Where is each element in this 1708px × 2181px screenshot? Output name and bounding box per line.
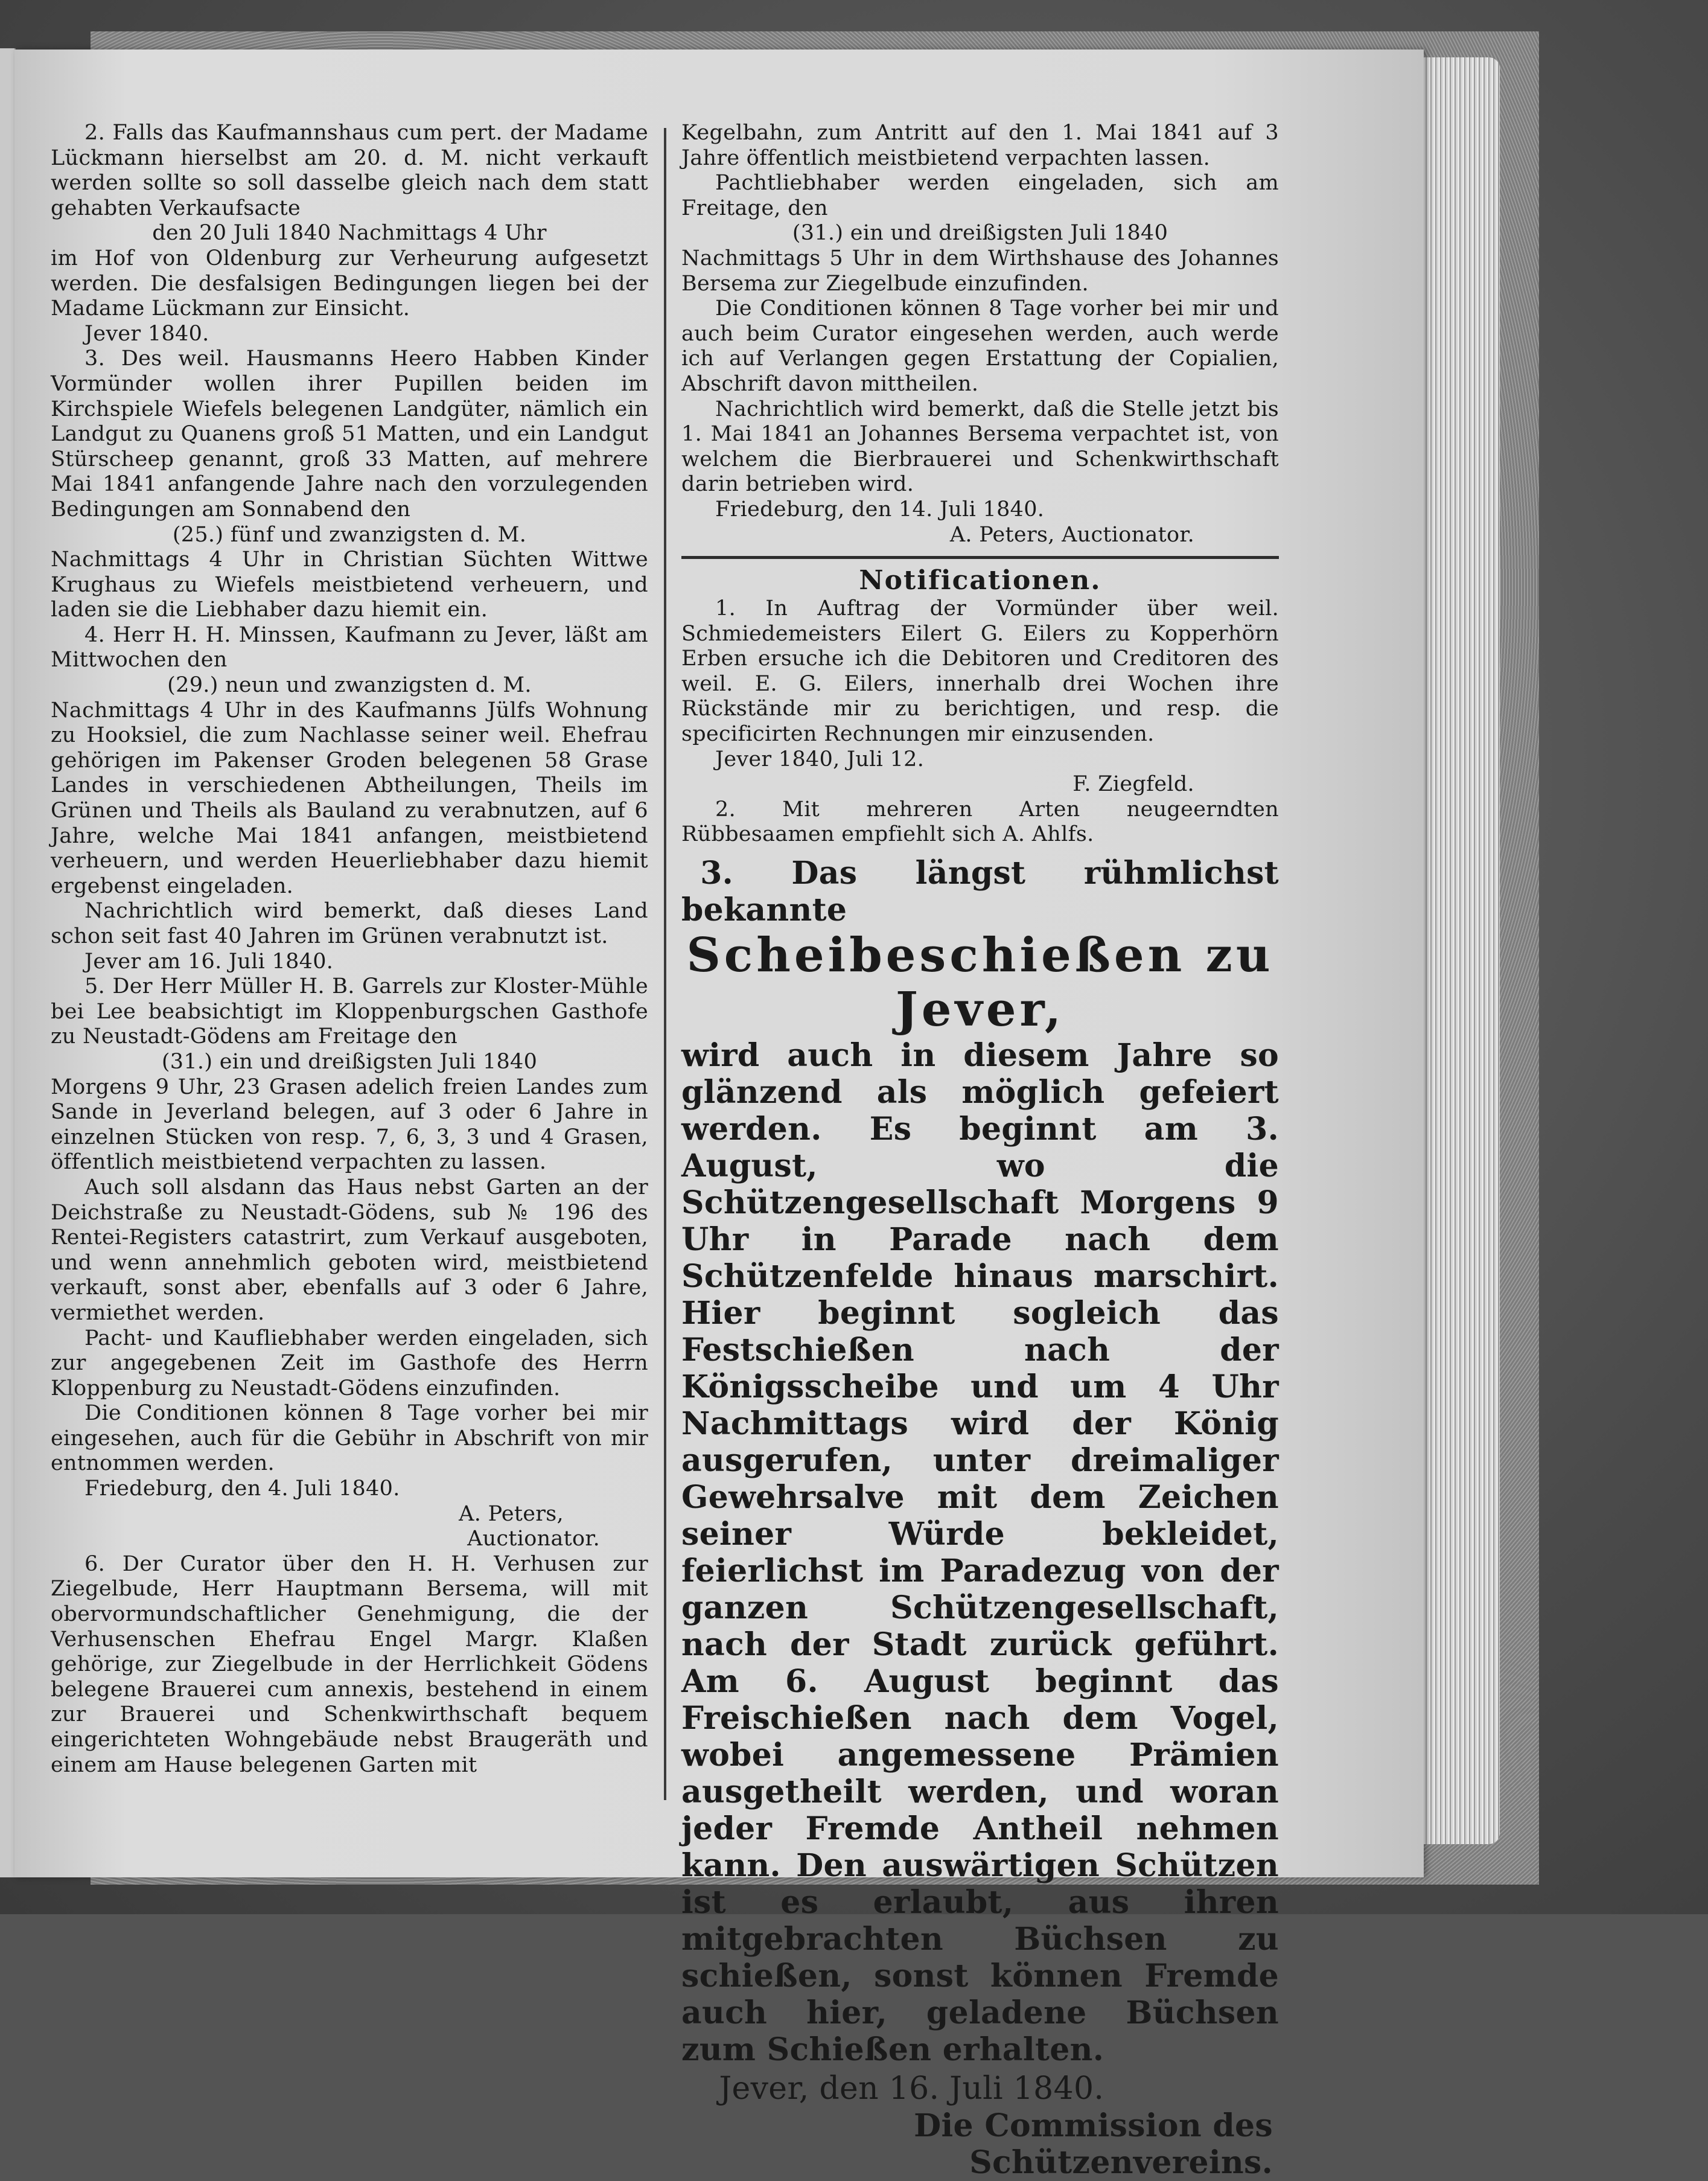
left-column — [51, 121, 648, 1778]
paragraph: Auch soll alsdann das Haus nebst Garten an der Deichstraße zu Neustadt-Gödens, sub № 196 des Rentei-Registers catastrirt, zum Verkauf ausgeboten, und wenn annehmlich geboten wird, meistbietend verkauft, sonst aber, ebenfalls auf 3 oder 6 Jahre, vermiethet werden. — [51, 1175, 648, 1325]
paragraph: (31.) ein und dreißigsten Juli 1840 — [792, 221, 1168, 246]
paragraph: 2. Mit mehreren Arten neugeerndten Rübbesaamen empfiehlt sich A. Ahlfs. — [681, 797, 1279, 847]
notifications-list — [681, 596, 1279, 848]
paragraph: 5. Der Herr Müller H. B. Garrels zur Kloster-Mühle bei Lee beabsichtigt im Kloppenburgschen Gasthofe zu Neustadt-Gödens am Freitage den — [51, 974, 648, 1049]
big-notice-date: Jever, den 16. Juli 1840. — [719, 2071, 1104, 2107]
paragraph: Die Conditionen können 8 Tage vorher bei mir und auch beim Curator eingesehen werden, auch werde ich auf Verlangen gegen Erstattung der Copialien, Abschrift davon mittheilen. — [681, 296, 1279, 396]
paragraph: Nachrichtlich wird bemerkt, daß die Stelle jetzt bis 1. Mai 1841 an Johannes Bersema verpachtet ist, von welchem die Bierbrauerei und Schenkwirthschaft darin betrieben wird. — [681, 397, 1279, 497]
newspaper-page — [14, 49, 1424, 2181]
paragraph: (25.) fünf und zwanzigsten d. M. — [172, 522, 527, 547]
paragraph: Jever 1840, Juli 12. — [715, 747, 925, 771]
paragraph: F. Ziegfeld. — [1072, 772, 1194, 797]
paragraph: Kegelbahn, zum Antritt auf den 1. Mai 1841 auf 3 Jahre öffentlich meistbietend verpachten lassen. — [681, 121, 1279, 170]
column-divider — [664, 128, 666, 1800]
paragraph: Jever am 16. Juli 1840. — [84, 949, 334, 974]
big-notice — [681, 855, 1279, 2181]
previous-page-edge — [0, 48, 16, 1877]
paragraph: 6. Der Curator über den H. H. Verhusen zur Ziegelbude, Herr Hauptmann Bersema, will mit obervormundschaftlicher Genehmigung, die der Verhusenschen Ehefrau Engel Margr. Klaßen gehörige, zur Ziegelbude in der Herrlichkeit Gödens belegene Brauerei cum annexis, bestehend in einem zur Brauerei und Schenkwirthschaft bequem eingerichteten Wohngebäude nebst Braugeräth und einem am Hause belegenen Garten mit — [51, 1551, 648, 1777]
paragraph: Nachmittags 5 Uhr in dem Wirthshause des Johannes Bersema zur Ziegelbude einzufinden. — [681, 246, 1279, 296]
paragraph: Friedeburg, den 14. Juli 1840. — [715, 497, 1045, 522]
paragraph: den 20 Juli 1840 Nachmittags 4 Uhr — [152, 221, 547, 246]
paragraph: Die Conditionen können 8 Tage vorher bei mir eingesehen, auch für die Gebühr in Abschrift von mir entnommen werden. — [51, 1401, 648, 1476]
paragraph: (29.) neun und zwanzigsten d. M. — [167, 673, 532, 698]
big-notice-title: Scheibeschießen zu Jever, — [686, 928, 1274, 1038]
paragraph: 3. Des weil. Hausmanns Heero Habben Kinder Vormünder wollen ihrer Pupillen beiden im Kirchspiele Wiefels belegenen Landgüter, nämlich ein Landgut zu Quanens groß 51 Matten, und ein Landgut Stürscheep genannt, groß 33 Matten, auf mehrere Mai 1841 anfangende Jahre nach den vorzulegenden Bedingungen am Sonnabend den — [51, 346, 648, 522]
paragraph: Jever 1840. — [84, 321, 209, 346]
section-header: Notificationen. — [859, 565, 1101, 596]
paragraph: Pacht- und Kaufliebhaber werden eingeladen, sich zur angegebenen Zeit im Gasthofe des Herrn Kloppenburg zu Neustadt-Gödens einzufinden. — [51, 1326, 648, 1400]
paragraph: A. Peters, Auctionator. — [949, 522, 1194, 547]
paragraph: im Hof von Oldenburg zur Verheurung aufgesetzt werden. Die desfalsigen Bedingungen liegen bei der Madame Lückmann zur Einsicht. — [51, 246, 648, 321]
right-column-top — [681, 121, 1279, 548]
paragraph: 4. Herr H. H. Minssen, Kaufmann zu Jever, läßt am Mittwochen den — [51, 622, 648, 672]
big-notice-intro: 3. Das längst rühmlichst bekannte — [681, 855, 1279, 929]
big-notice-body: wird auch in diesem Jahre so glänzend als möglich gefeiert werden. Es beginnt am 3. August, wo die Schützengesellschaft Morgens 9 Uhr in Parade nach dem Schützenfelde hinaus marschirt. Hier beginnt sogleich das Festschießen nach der Königsscheibe und um 4 Uhr Nachmittags wird der König ausgerufen, unter dreimaliger Gewehrsalve mit dem Zeichen seiner Würde bekleidet, feierlichst im Paradezug von der ganzen Schützengesellschaft, nach der Stadt zurück geführt. Am 6. August beginnt das Freischießen nach dem Vogel, wobei angemessene Prämien ausgetheilt werden, und woran jeder Fremde Antheil nehmen kann. Den auswärtigen Schützen ist es erlaubt, aus ihren mitgebrachten Büchsen zu schießen, sonst können Fremde auch hier, geladene Büchsen zum Schießen erhalten. — [681, 1037, 1279, 2069]
paragraph: Auctionator. — [467, 1527, 600, 1551]
paragraph: Friedeburg, den 4. Juli 1840. — [84, 1477, 400, 1501]
paragraph: 2. Falls das Kaufmannshaus cum pert. der Madame Lückmann hierselbst am 20. d. M. nicht verkauft werden sollte so soll dasselbe gleich nach dem statt gehabten Verkaufsacte — [51, 121, 648, 220]
paragraph: (31.) ein und dreißigsten Juli 1840 — [161, 1049, 538, 1074]
paragraph: Nachmittags 4 Uhr in des Kaufmanns Jülfs Wohnung zu Hooksiel, die zum Nachlasse seiner weil. Ehefrau gehörigen im Pakenser Groden belegenen 58 Grase Landes in verschiedenen Abtheilungen, Theils im Grünen und Theils als Bauland zu verabnutzen, auf 6 Jahre, welche Mai 1841 anfangen, meistbietend verheuern, und werden Heuerliebhaber dazu hiemit ergebenst eingeladen. — [51, 698, 648, 898]
paragraph: Nachmittags 4 Uhr in Christian Süchten Wittwe Krughaus zu Wiefels meistbietend verheuern, und laden sie die Liebhaber dazu hiemit ein. — [51, 548, 648, 622]
right-column — [681, 121, 1279, 2181]
paragraph: A. Peters, — [459, 1501, 564, 1526]
paragraph: Morgens 9 Uhr, 23 Grasen adelich freien Landes zum Sande in Jeverland belegen, auf 3 oder 6 Jahre in einzelnen Stücken von resp. 7, 6, 3, 3 und 4 Grasen, öffentlich meistbietend verpachten zu lassen. — [51, 1075, 648, 1175]
paragraph: 1. In Auftrag der Vormünder über weil. Schmiedemeisters Eilert G. Eilers zu Kopperhörn Erben ersuche ich die Debitoren und Creditoren des weil. E. G. Eilers, innerhalb drei Wochen ihre Rückstände mir zu berichtigen, und resp. die specificirten Rechnungen mir einzusenden. — [681, 596, 1279, 747]
section-rule — [681, 556, 1279, 559]
big-notice-signature: Die Commission des Schützenvereins. — [914, 2107, 1273, 2181]
paragraph: Nachrichtlich wird bemerkt, daß dieses Land schon seit fast 40 Jahren im Grünen verabnutzt ist. — [51, 899, 648, 948]
paragraph: Pachtliebhaber werden eingeladen, sich am Freitage, den — [681, 171, 1279, 220]
